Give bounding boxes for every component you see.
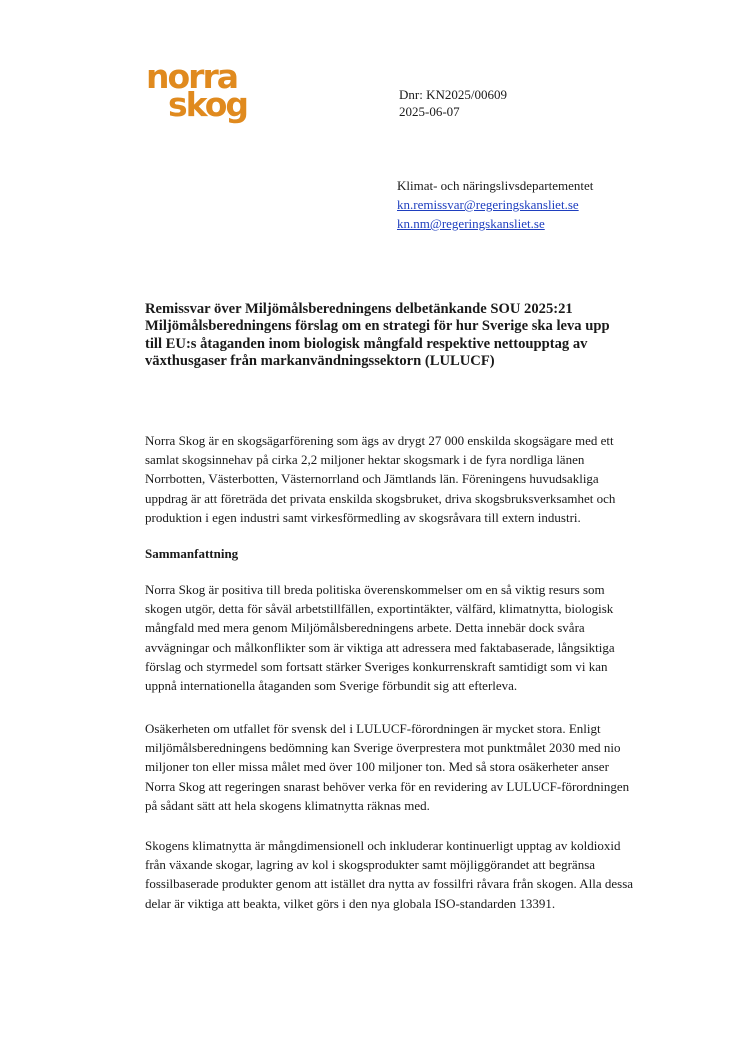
dnr-number: Dnr: KN2025/00609 bbox=[399, 87, 507, 102]
intro-paragraph: Norra Skog är en skogsägarförening som ägs av drygt 27 000 enskilda skogsägare med ett samlat skogsinnehav på cirka 2,2 miljoner hektar skogsmark i de fyra nordliga länen Norrbotten, Västerbotten, Västernorrland och Jämtlands län. Föreningens huvudsakliga uppdrag är att företräda det privata enskilda skogsbruket, driva skogsbruksverksamhet och produktion i egen industri samt virkesförmedling av skogsråvara till extern industri. bbox=[145, 433, 616, 525]
document-date: 2025-06-07 bbox=[399, 104, 460, 119]
recipient-block bbox=[397, 176, 593, 233]
logo-line1: norra bbox=[146, 62, 237, 96]
norra-skog-logo bbox=[146, 62, 262, 128]
email-link-remissvar[interactable]: kn.remissvar@regeringskansliet.se bbox=[397, 197, 579, 212]
email-link-nm[interactable]: kn.nm@regeringskansliet.se bbox=[397, 216, 545, 231]
logo-line2: skog bbox=[168, 85, 247, 124]
body-paragraph: Osäkerheten om utfallet för svensk del i LULUCF-förordningen är mycket stora. Enligt miljömålsberedningens bedömning kan Sverige överprestera mot punktmålet 2030 med nio miljoner ton eller missa målet med över 100 miljoner ton. Med så stora osäkerheter anser Norra Skog att regeringen snarast behöver verka för en revidering av LULUCF-förordningen på sådant sätt att hela skogens klimatnytta räknas med. bbox=[145, 721, 630, 813]
summary-heading: Sammanfattning bbox=[145, 546, 239, 561]
body-paragraph: Skogens klimatnytta är mångdimensionell och inkluderar kontinuerligt upptag av koldioxid från växande skogar, lagring av kol i skogsprodukter samt möjliggörandet att begränsa fossilbaserade produkter genom att istället dra nytta av fossilfri råvara från skogen. Alla dessa delar är viktiga att beakta, vilket görs i den nya globala ISO-standarden 13391. bbox=[145, 838, 634, 911]
norra-skog-logo-mark bbox=[146, 62, 262, 128]
document-meta bbox=[399, 86, 507, 120]
document-title: Remissvar över Miljömålsberedningens delbetänkande SOU 2025:21 Miljömålsberedningens förslag om en strategi för hur Sverige ska leva upp till EU:s åtaganden inom biologisk mångfald respektive nettoupptag av växthusgaser från markanvändningssektorn (LULUCF) bbox=[145, 301, 610, 369]
recipient-department: Klimat- och näringslivsdepartementet bbox=[397, 178, 594, 193]
body-paragraph: Norra Skog är positiva till breda politiska överenskommelser om en så viktig resurs som skogen utgör, detta för såväl arbetstillfällen, exportintäkter, välfärd, klimatnytta, biologisk mångfald med mera genom Miljömålsberedningens arbete. Detta innebär dock svåra avvägningar och målkonflikter som är viktiga att adressera med faktabaserade, långsiktiga förslag och styrmedel som fortsatt stärker Sveriges konkurrenskraft samtidigt som vi kan uppnå internationella åtaganden som Sverige förbundit sig att efterleva. bbox=[145, 582, 615, 694]
